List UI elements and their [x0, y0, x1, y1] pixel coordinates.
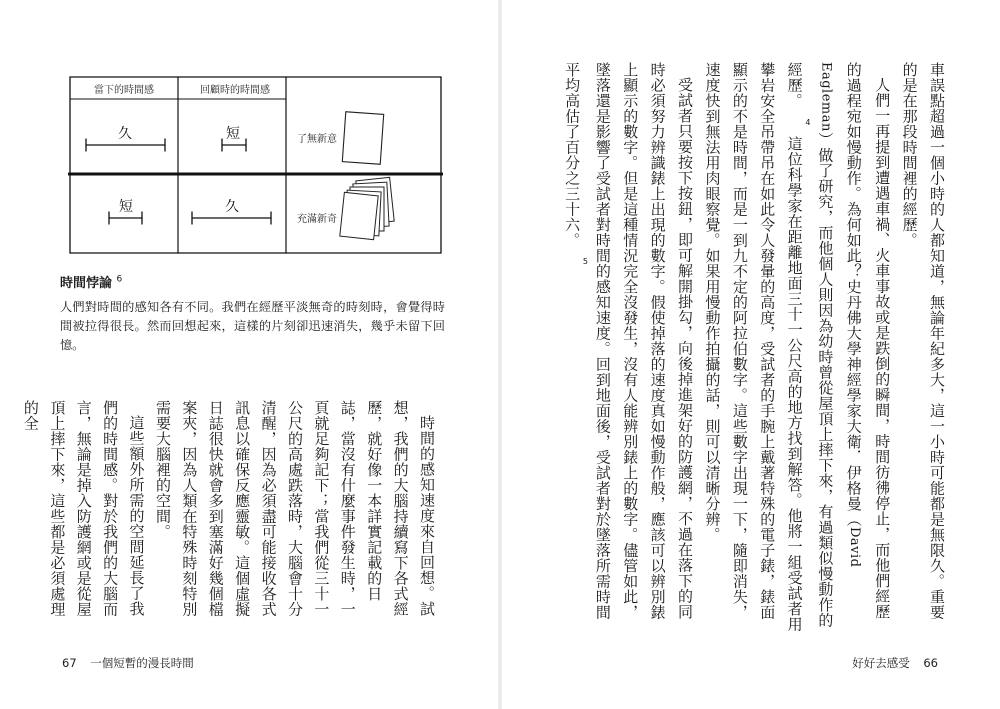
row1-note-no-novelty: 了無新意 [297, 134, 337, 145]
single-paper-icon [342, 112, 383, 165]
left-footer [52, 655, 194, 671]
right-paragraph-2 [698, 62, 895, 632]
footnote-ref-5: 5 [582, 257, 589, 266]
paper-stack-icon [340, 177, 394, 239]
section-intro: 人們對時間的感知各有不同。我們在經歷平淡無奇的時刻時，會覺得時間被拉得很長。然而回想起來，這樣的片刻卻迅速消失，幾乎未留下回憶。 [60, 300, 445, 352]
footnote-ref-4: 4 [805, 117, 811, 127]
time-perception-diagram [68, 75, 443, 255]
section-title-text: 時間悖論 [60, 276, 113, 291]
row1-present-long: 久 [118, 126, 132, 142]
left-vertical-text [21, 400, 440, 630]
right-paragraph-3-text: 受試者只要按下按鈕，即可解開掛勾，向後掉進架好的防護網，不過在落下的同時必須努力辨識錶上出現的數字。假使掉落的速度真如慢動作般，應該可以辨別錶上顯示的數字。但是這種情況完全沒發生，沒有人能辨別錶上的數字。儘管如此，墜落還是影響了受試者對時間的感知速度。回到地面後，受試者對於墜落所需時間平均高估了百分之三十六。 [563, 62, 695, 620]
right-paragraph-2-b: ）做了研究，而他個人則因為幼時曾從屋頂上摔下來，有過類似慢動作的經歷。 [785, 62, 835, 628]
right-running-title: 好好去感受 [852, 656, 910, 670]
right-paragraph-1: 車誤點超過一個小時的人都知道，無論年紀多大，這一小時可能都是無限久。重要的是在那段時間裡的經歷。 [900, 62, 946, 620]
row2-recall-long: 久 [225, 199, 239, 215]
header-recall-time: 回顧時的時間感 [200, 85, 270, 96]
right-page-number: 66 [923, 656, 938, 670]
right-paragraph-3 [558, 62, 698, 632]
right-paragraph-2-c: 這位科學家在距離地面三十一公尺高的地方找到解答。他將一組受試者用攀岩安全吊帶吊在如此令人發暈的高度，受試者的手腕上戴著特殊的電子錶，錶面顯示的不是時間，而是一到九不定的阿拉伯數字。這些數字出現一下，隨即消失，速度快到無法用肉眼察覺。如果用慢動作拍攝的話，則可以清晰分辨。 [703, 62, 804, 632]
header-present-time: 當下的時間感 [94, 85, 154, 96]
row1-recall-short: 短 [226, 126, 240, 142]
section-title-note: 6 [116, 274, 123, 285]
right-paragraph-2-latin: David Eagleman [818, 62, 862, 568]
row2-present-short: 短 [119, 199, 133, 215]
left-paragraph-1: 時間的感知速度來自回想。試想，我們的大腦持續寫下各式經歷，就好像一本詳實記載的日誌，當沒有什麼事件發生時，一頁就足夠記下；當我們從三十一公尺的高處跌落時，大腦會十分清醒，因為必須盡可能接收各式訊息以確保反應靈敏。這個虛擬日誌很快就會多到塞滿好幾個檔案夾，因為人類在特殊時刻特別需要大腦裡的空間。 [153, 400, 436, 617]
right-paragraph-2-a: 人們一再提到遭遇車禍、火車事故或是跌倒的瞬間，時間彷彿停止，而他們經歷的過程宛如慢動作。為何如此？史丹佛大學神經學家大衛．伊格曼（ [844, 62, 892, 620]
row2-note-novelty: 充滿新奇 [297, 214, 337, 225]
diagram-grid [68, 75, 443, 255]
left-paragraph-2: 這些額外所需的空間延長了我們的時間感。對於我們的大腦而言，無論是掉入防護網或是從屋頂上摔下來，這些都是必須處理的全 [21, 400, 146, 617]
right-page [500, 0, 1000, 709]
right-vertical-text [563, 62, 950, 632]
left-running-title: 一個短暫的漫長時間 [90, 656, 194, 670]
left-page-number: 67 [62, 656, 77, 670]
section-title [60, 272, 122, 291]
right-footer [852, 655, 948, 671]
